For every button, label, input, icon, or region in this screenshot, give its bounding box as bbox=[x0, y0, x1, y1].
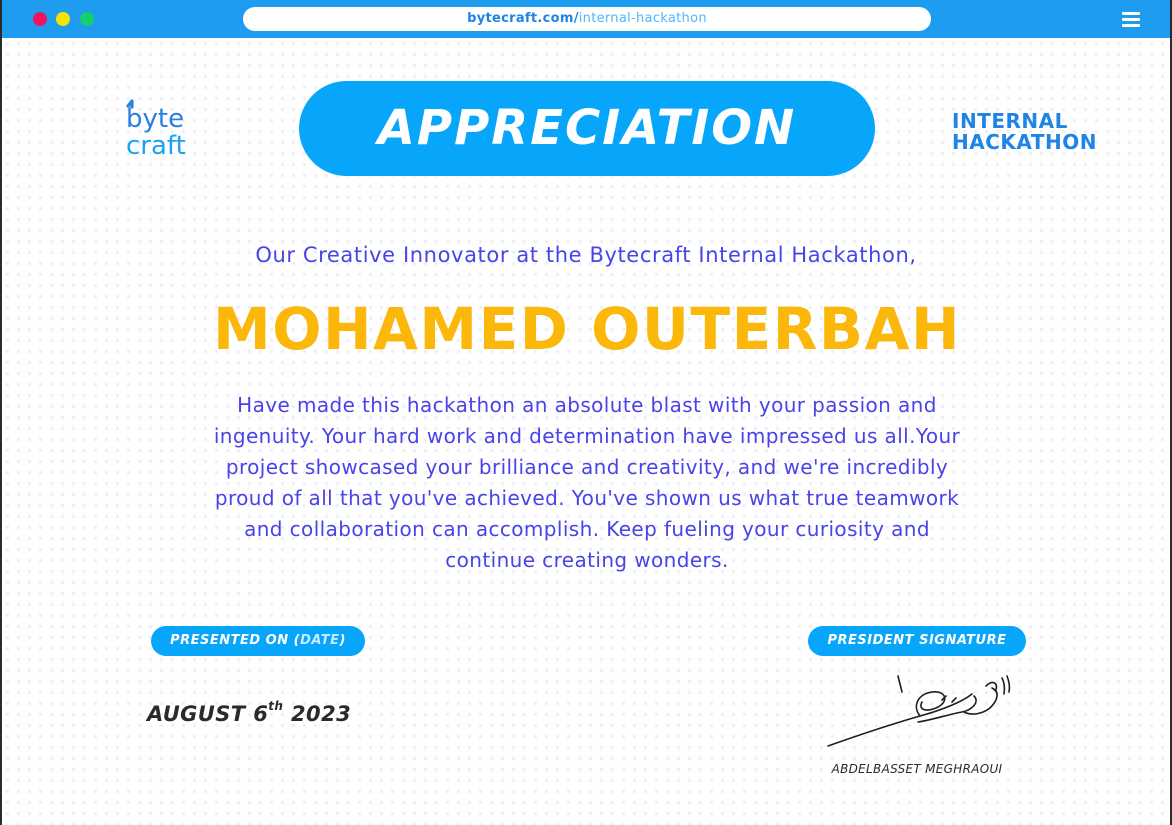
body-line: and collaboration can accomplish. Keep fueling your curiosity and bbox=[244, 517, 930, 541]
event-tag-line-2: HACKATHON bbox=[952, 130, 1097, 154]
president-signature-image bbox=[822, 672, 1022, 754]
address-bar[interactable] bbox=[243, 7, 931, 31]
certificate-body bbox=[132, 390, 1042, 576]
body-line: project showcased your brilliance and creativity, and we're incredibly bbox=[225, 455, 949, 479]
body-line: continue creating wonders. bbox=[445, 548, 729, 572]
minimize-dot-icon[interactable] bbox=[56, 12, 70, 26]
bytecraft-logo bbox=[124, 99, 206, 159]
browser-titlebar bbox=[2, 0, 1170, 38]
logo-line-2: craft bbox=[126, 131, 186, 159]
maximize-dot-icon[interactable] bbox=[80, 12, 94, 26]
certificate-subtitle: Our Creative Innovator at the Bytecraft Internal Hackathon, bbox=[255, 243, 917, 267]
presented-label-date: DATE bbox=[300, 633, 340, 648]
date-suffix: th bbox=[268, 699, 284, 713]
signature-label: PRESIDENT SIGNATURE bbox=[808, 626, 1026, 656]
logo-line-1: byte bbox=[126, 104, 185, 134]
hamburger-menu-icon[interactable] bbox=[1122, 11, 1142, 27]
recipient-name: MOHAMED OUTERBAH bbox=[212, 295, 961, 363]
date-day: AUGUST 6 bbox=[147, 702, 269, 726]
body-line: Have made this hackathon an absolute blast with your passion and bbox=[237, 393, 937, 417]
url-host: bytecraft.com/ bbox=[467, 11, 579, 26]
presented-on-label bbox=[151, 626, 365, 656]
body-line: proud of all that you've achieved. You've shown us what true teamwork bbox=[214, 486, 960, 510]
event-tag bbox=[952, 111, 1122, 153]
signer-name: ABDELBASSET MEGHRAOUI bbox=[831, 762, 1003, 776]
presented-label-close: ) bbox=[339, 633, 346, 648]
close-dot-icon[interactable] bbox=[33, 12, 47, 26]
date-year: 2023 bbox=[283, 702, 352, 726]
event-tag-line-1: INTERNAL bbox=[952, 109, 1068, 133]
body-line: ingenuity. Your hard work and determination have impressed us all.Your bbox=[213, 424, 961, 448]
presented-date bbox=[147, 699, 352, 726]
presented-label-main: PRESENTED ON ( bbox=[170, 633, 301, 648]
url-path: internal-hackathon bbox=[578, 11, 707, 26]
appreciation-banner: APPRECIATION bbox=[299, 81, 875, 176]
